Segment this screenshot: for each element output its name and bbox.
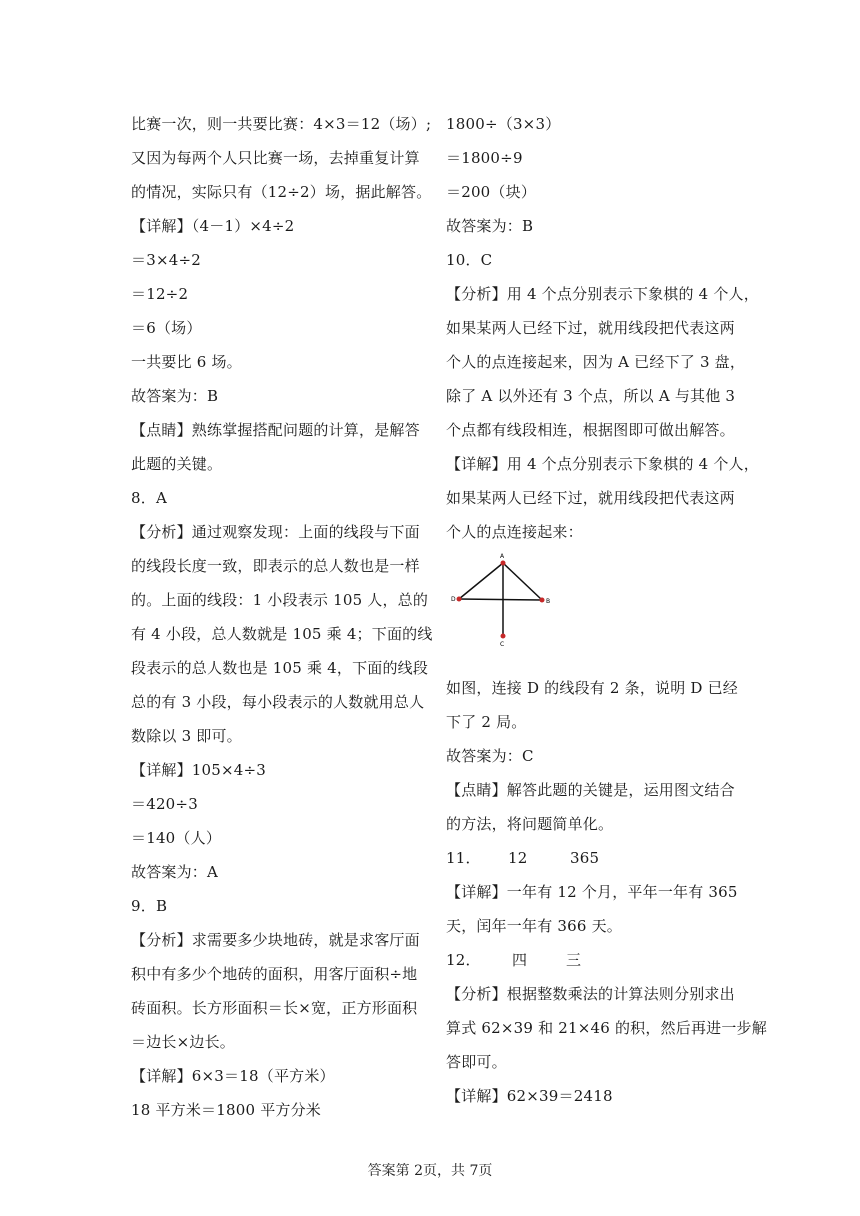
question-number: 11． (446, 849, 481, 867)
text-line: ＝12÷2 (131, 285, 189, 303)
text-line: 天，闰年一年有 366 天。 (446, 917, 622, 935)
text-line: 又因为每两个人只比赛一场，去掉重复计算 (131, 149, 420, 167)
text-line: 数除以 3 即可。 (131, 727, 242, 745)
text-line: 总的有 3 小段，每小段表示的人数就用总人 (131, 693, 425, 711)
page-footer: 答案第 2页，共 7页 (367, 1163, 493, 1179)
point-b (540, 598, 545, 603)
question-11-answers (446, 841, 742, 875)
point-c (501, 634, 506, 639)
question-number: 12． (446, 951, 481, 969)
text-line: 【详解】6×3＝18（平方米） (131, 1067, 335, 1085)
answer-blank: 365 (570, 849, 600, 867)
text-line: 【分析】用 4 个点分别表示下象棋的 4 个人， (446, 285, 759, 303)
label-c: C (500, 641, 505, 648)
text-line: 一共要比 6 场。 (131, 353, 242, 371)
text-line: 比赛一次，则一共要比赛：4×3＝12（场）; (131, 115, 432, 133)
text-line: 答即可。 (446, 1053, 507, 1071)
right-column (446, 107, 767, 1113)
text-line: 【详解】62×39＝2418 (446, 1087, 613, 1105)
text-line: 除了 A 以外还有 3 个点，所以 A 与其他 3 (446, 387, 736, 405)
text-line: 故答案为：B (446, 217, 534, 235)
text-line: 的。上面的线段：1 小段表示 105 人，总的 (131, 591, 429, 609)
text-line: 个点都有线段相连，根据图即可做出解答。 (446, 421, 735, 439)
point-d (457, 597, 462, 602)
text-line: 如图，连接 D 的线段有 2 条，说明 D 已经 (446, 679, 739, 697)
segment-a-d (459, 563, 503, 599)
chess-points-diagram (446, 549, 742, 671)
text-line: 积中有多少个地砖的面积，用客厅面积÷地 (131, 965, 418, 983)
text-line: 18 平方米＝1800 平方分米 (131, 1101, 321, 1119)
question-number: 8．A (131, 489, 167, 507)
text-line: 段表示的总人数也是 105 乘 4，下面的线段 (131, 659, 429, 677)
question-number: 9．B (131, 897, 168, 915)
text-line: ＝6（场） (131, 319, 202, 337)
text-line: 砖面积。长方形面积＝长×宽，正方形面积 (131, 999, 418, 1017)
text-line: ＝1800÷9 (446, 149, 523, 167)
text-line: ＝420÷3 (131, 795, 198, 813)
question-number: 10．C (446, 251, 493, 269)
text-line: 有 4 小段，总人数就是 105 乘 4；下面的线 (131, 625, 433, 643)
question-12-answers (446, 943, 742, 977)
text-line: 下了 2 局。 (446, 713, 527, 731)
text-line: 【点睛】解答此题的关键是，运用图文结合 (446, 781, 735, 799)
text-line: 故答案为：B (131, 387, 219, 405)
text-line: 1800÷（3×3） (446, 115, 561, 133)
text-line: 【分析】求需要多少块地砖，就是求客厅面 (131, 931, 420, 949)
text-line: ＝140（人） (131, 829, 222, 847)
text-line: 【详解】用 4 个点分别表示下象棋的 4 个人， (446, 455, 759, 473)
label-b: B (546, 598, 551, 605)
text-line: 算式 62×39 和 21×46 的积，然后再进一步解 (446, 1019, 767, 1037)
text-line: 个人的点连接起来，因为 A 已经下了 3 盘， (446, 353, 746, 371)
text-line: ＝200（块） (446, 183, 537, 201)
text-line: 故答案为：C (446, 747, 534, 765)
point-a (501, 561, 506, 566)
text-line: 【详解】一年有 12 个月，平年一年有 365 (446, 883, 738, 901)
segment-a-b (503, 563, 542, 600)
text-line: 此题的关键。 (131, 455, 223, 473)
text-line: 个人的点连接起来： (446, 523, 583, 541)
label-a: A (500, 553, 505, 560)
text-line: 【详解】（4－1）×4÷2 (131, 217, 295, 235)
answer-blank: 四 (512, 951, 528, 969)
text-line: 的方法，将问题简单化。 (446, 815, 614, 833)
text-line: 故答案为：A (131, 863, 219, 881)
segment-d-b (459, 599, 542, 600)
text-line: 【分析】通过观察发现：上面的线段与下面 (131, 523, 420, 541)
answer-blank: 12 (508, 849, 528, 867)
answer-blank: 三 (566, 951, 582, 969)
label-d: D (451, 596, 456, 603)
text-line: 的情况，实际只有（12÷2）场，据此解答。 (131, 183, 432, 201)
text-line: 如果某两人已经下过，就用线段把代表这两 (446, 489, 735, 507)
text-line: ＝边长×边长。 (131, 1033, 235, 1051)
text-line: 如果某两人已经下过，就用线段把代表这两 (446, 319, 735, 337)
text-line: 【详解】105×4÷3 (131, 761, 267, 779)
text-line: 【分析】根据整数乘法的计算法则分别求出 (446, 985, 735, 1003)
diagram-svg (451, 551, 561, 651)
text-line: 的线段长度一致，即表示的总人数也是一样 (131, 557, 420, 575)
left-column (131, 107, 433, 1127)
text-line: ＝3×4÷2 (131, 251, 201, 269)
text-line: 【点睛】熟练掌握搭配问题的计算，是解答 (131, 421, 420, 439)
